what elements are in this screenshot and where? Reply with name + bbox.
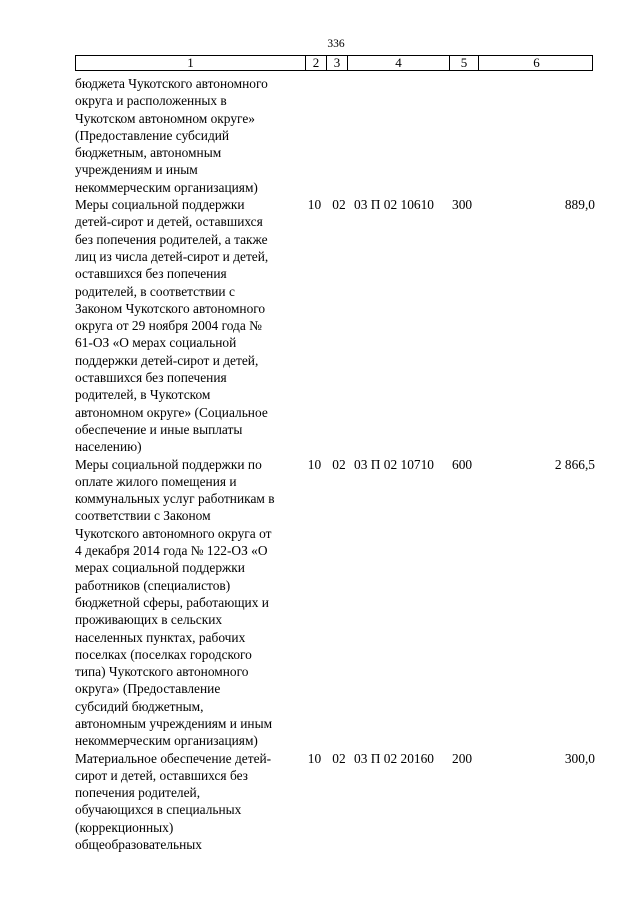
page-number: 336 [327,38,345,50]
row-section: 10 [307,197,322,213]
row-target-article: 03 П 02 10710 [354,456,434,472]
table-row [75,75,595,196]
column-header-6: 6 [533,55,540,70]
column-header-3: 3 [327,56,348,70]
table-row [75,456,595,750]
row-description: Материальное обеспечение детей- сирот и детей, оставшихся без попечения родителей, обучающихся в специальных (коррекционных) общеобразовательных [75,750,272,853]
table-row [75,196,595,455]
row-section: 10 [307,456,322,472]
row-description: Меры социальной поддержки детей-сирот и детей, оставшихся без попечения родителей, а также лиц из числа детей-сирот и детей, оставшихся без попечения родителей, в соответствии с Законом Чукотского автономного округа от 29 ноября 2004 года № 61-ОЗ «О мерах социальной поддержки детей-сирот и детей, оставшихся без попечения родителей, в Чукотском автономном округе» (Социальное обеспечение и иные выплаты населению) [75,197,269,455]
row-section [302,75,327,196]
row-subsection: 02 [332,456,346,472]
row-target-article: 03 П 02 10610 [354,197,434,213]
row-target-article: 03 П 02 20160 [354,750,434,766]
row-expense-type: 600 [452,456,473,472]
row-amount: 300,0 [564,750,595,766]
row-target-article [351,75,452,196]
row-subsection: 02 [332,750,346,766]
row-amount: 889,0 [564,197,595,213]
row-expense-type: 300 [452,197,473,213]
row-expense-type: 200 [452,750,473,766]
row-amount [485,75,595,196]
table-header [75,55,593,71]
row-description: бюджета Чукотского автономного округа и расположенных в Чукотском автономном округе» (Предоставление субсидий бюджетным, автономным учреждениям и иным некоммерческим организациям) [75,76,268,195]
table-body [75,75,595,853]
row-subsection: 02 [332,197,346,213]
column-header-4: 4 [348,56,450,70]
row-section: 10 [307,750,322,766]
row-expense-type [452,75,485,196]
table-row [75,750,595,854]
column-header-2: 2 [306,56,327,70]
row-subsection [327,75,351,196]
column-header-1: 1 [76,56,306,70]
row-description: Меры социальной поддержки по оплате жилого помещения и коммунальных услуг работникам в соответствии с Законом Чукотского автономного округа от 4 декабря 2014 года № 122-ОЗ «О мерах социальной поддержки работников (специалистов) бюджетной сферы, работающих и проживающих в сельских населенных пунктах, рабочих поселках (поселках городского типа) Чукотского автономного округа» (Предоставление субсидий бюджетным, автономным учреждениям и иным некоммерческим организациям) [75,456,275,749]
row-amount: 2 866,5 [554,456,595,472]
column-header-5: 5 [450,56,479,70]
